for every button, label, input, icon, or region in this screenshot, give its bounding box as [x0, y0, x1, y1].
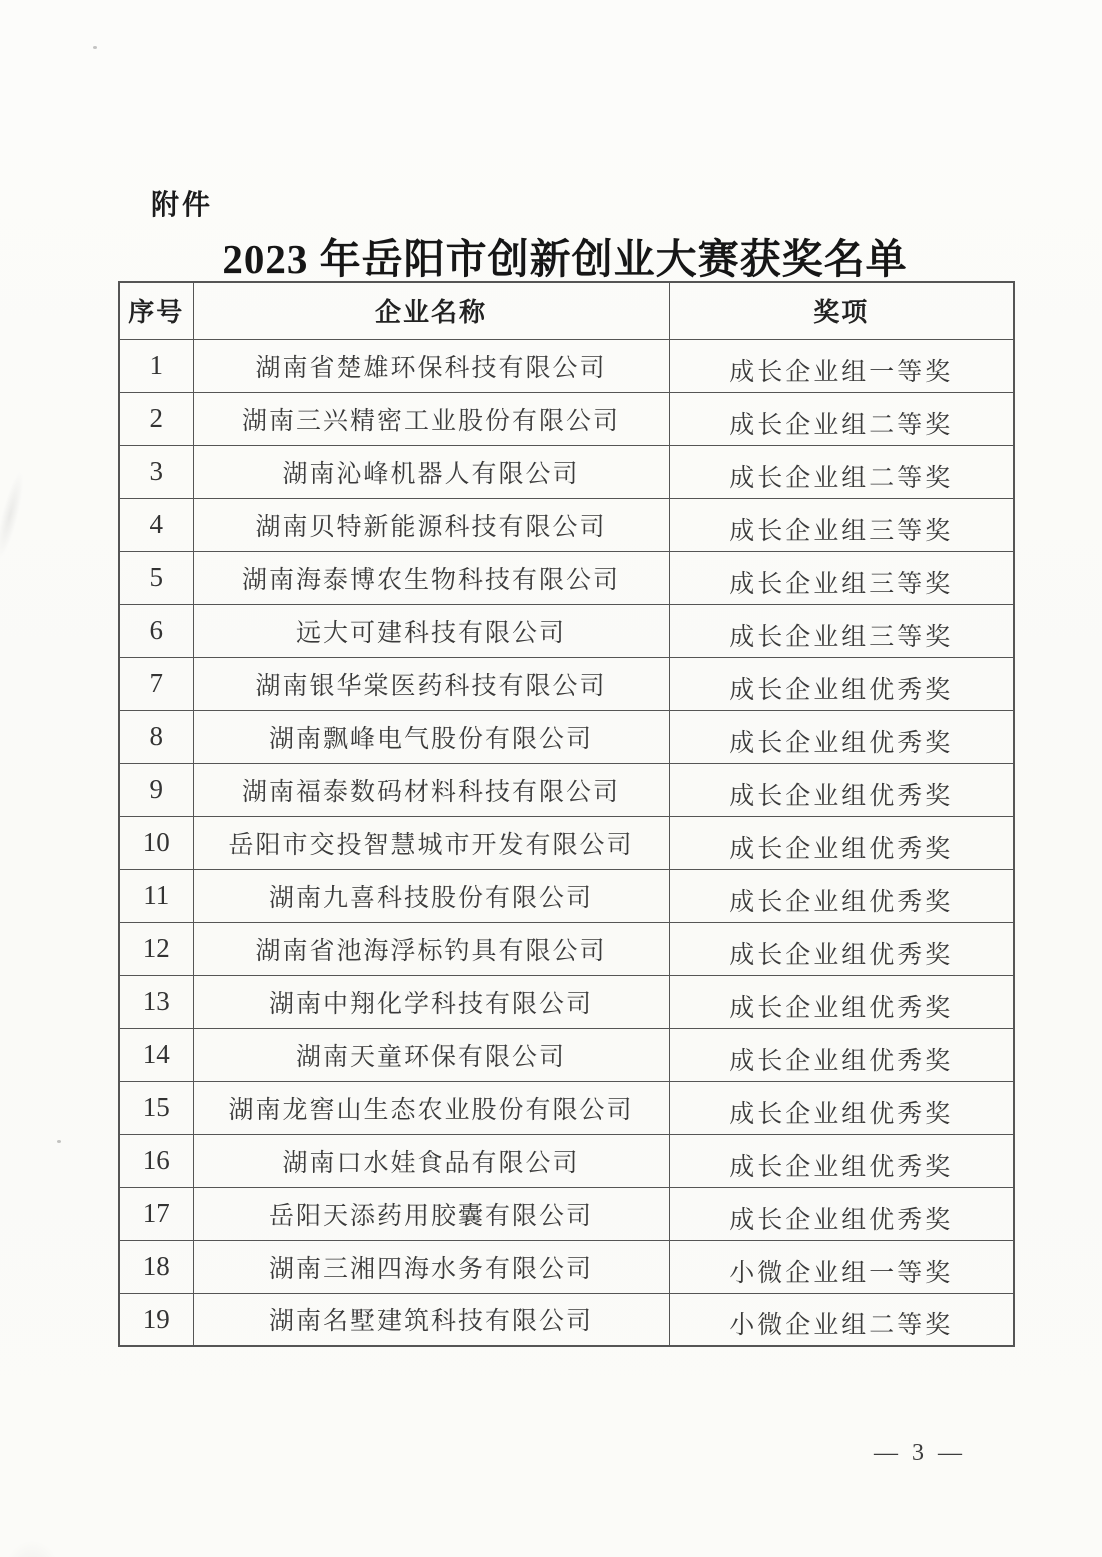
award-cell: 成长企业组优秀奖 — [669, 1187, 1014, 1240]
row-number-cell: 14 — [119, 1028, 193, 1081]
award-cell: 成长企业组三等奖 — [669, 604, 1014, 657]
company-name-cell: 湖南九喜科技股份有限公司 — [193, 869, 669, 922]
table-row — [119, 392, 1014, 445]
awards-table — [118, 281, 1015, 1347]
company-name-cell: 湖南天童环保有限公司 — [193, 1028, 669, 1081]
company-name-cell: 湖南中翔化学科技有限公司 — [193, 975, 669, 1028]
scan-smudge — [0, 469, 29, 560]
row-number-cell: 12 — [119, 922, 193, 975]
table-row — [119, 604, 1014, 657]
table-header-row — [119, 282, 1014, 339]
company-name-cell: 湖南名墅建筑科技有限公司 — [193, 1293, 669, 1346]
award-cell: 成长企业组优秀奖 — [669, 763, 1014, 816]
scan-speck — [93, 46, 97, 49]
row-number-cell: 15 — [119, 1081, 193, 1134]
table-row — [119, 551, 1014, 604]
company-name-cell: 湖南银华棠医药科技有限公司 — [193, 657, 669, 710]
award-cell: 成长企业组三等奖 — [669, 551, 1014, 604]
header-award: 奖项 — [669, 282, 1014, 339]
award-cell: 成长企业组优秀奖 — [669, 1028, 1014, 1081]
company-name-cell: 湖南省池海浮标钓具有限公司 — [193, 922, 669, 975]
company-name-cell: 岳阳市交投智慧城市开发有限公司 — [193, 816, 669, 869]
row-number-cell: 3 — [119, 445, 193, 498]
row-number-cell: 19 — [119, 1293, 193, 1346]
company-name-cell: 湖南沁峰机器人有限公司 — [193, 445, 669, 498]
row-number-cell: 10 — [119, 816, 193, 869]
header-serial-number: 序号 — [119, 282, 193, 339]
company-name-cell: 湖南三湘四海水务有限公司 — [193, 1240, 669, 1293]
company-name-cell: 湖南海泰博农生物科技有限公司 — [193, 551, 669, 604]
table-row — [119, 657, 1014, 710]
company-name-cell: 湖南三兴精密工业股份有限公司 — [193, 392, 669, 445]
row-number-cell: 13 — [119, 975, 193, 1028]
table-row — [119, 1240, 1014, 1293]
row-number-cell: 4 — [119, 498, 193, 551]
table-row — [119, 922, 1014, 975]
award-cell: 成长企业组三等奖 — [669, 498, 1014, 551]
row-number-cell: 2 — [119, 392, 193, 445]
award-cell: 成长企业组优秀奖 — [669, 657, 1014, 710]
company-name-cell: 湖南飘峰电气股份有限公司 — [193, 710, 669, 763]
award-cell: 成长企业组一等奖 — [669, 339, 1014, 392]
table-row — [119, 339, 1014, 392]
table-body — [119, 339, 1014, 1346]
company-name-cell: 湖南贝特新能源科技有限公司 — [193, 498, 669, 551]
row-number-cell: 8 — [119, 710, 193, 763]
document-title: 2023 年岳阳市创新创业大赛获奖名单 — [222, 236, 908, 282]
award-cell: 成长企业组优秀奖 — [669, 816, 1014, 869]
row-number-cell: 17 — [119, 1187, 193, 1240]
award-cell: 成长企业组二等奖 — [669, 445, 1014, 498]
row-number-cell: 7 — [119, 657, 193, 710]
company-name-cell: 岳阳天添药用胶囊有限公司 — [193, 1187, 669, 1240]
award-cell: 小微企业组一等奖 — [669, 1240, 1014, 1293]
award-cell: 成长企业组优秀奖 — [669, 710, 1014, 763]
table-row — [119, 816, 1014, 869]
attachment-label: 附件 — [151, 189, 214, 220]
row-number-cell: 5 — [119, 551, 193, 604]
row-number-cell: 1 — [119, 339, 193, 392]
scan-smudge — [2, 1540, 62, 1557]
company-name-cell: 湖南口水娃食品有限公司 — [193, 1134, 669, 1187]
row-number-cell: 11 — [119, 869, 193, 922]
company-name-cell: 湖南省楚雄环保科技有限公司 — [193, 339, 669, 392]
award-cell: 小微企业组二等奖 — [669, 1293, 1014, 1346]
row-number-cell: 16 — [119, 1134, 193, 1187]
row-number-cell: 18 — [119, 1240, 193, 1293]
header-company-name: 企业名称 — [193, 282, 669, 339]
table-row — [119, 1293, 1014, 1346]
table-row — [119, 1081, 1014, 1134]
award-cell: 成长企业组优秀奖 — [669, 869, 1014, 922]
table-row — [119, 1187, 1014, 1240]
company-name-cell: 远大可建科技有限公司 — [193, 604, 669, 657]
table-row — [119, 975, 1014, 1028]
award-cell: 成长企业组优秀奖 — [669, 922, 1014, 975]
award-cell: 成长企业组优秀奖 — [669, 1081, 1014, 1134]
page-number: — 3 — — [874, 1440, 966, 1466]
table-row — [119, 1028, 1014, 1081]
table-row — [119, 869, 1014, 922]
award-cell: 成长企业组二等奖 — [669, 392, 1014, 445]
table-row — [119, 763, 1014, 816]
table-row — [119, 710, 1014, 763]
table-row — [119, 1134, 1014, 1187]
row-number-cell: 9 — [119, 763, 193, 816]
award-cell: 成长企业组优秀奖 — [669, 1134, 1014, 1187]
table-row — [119, 498, 1014, 551]
table-header — [119, 282, 1014, 339]
company-name-cell: 湖南福泰数码材料科技有限公司 — [193, 763, 669, 816]
company-name-cell: 湖南龙窖山生态农业股份有限公司 — [193, 1081, 669, 1134]
row-number-cell: 6 — [119, 604, 193, 657]
award-cell: 成长企业组优秀奖 — [669, 975, 1014, 1028]
table-row — [119, 445, 1014, 498]
scan-speck — [57, 1140, 61, 1143]
